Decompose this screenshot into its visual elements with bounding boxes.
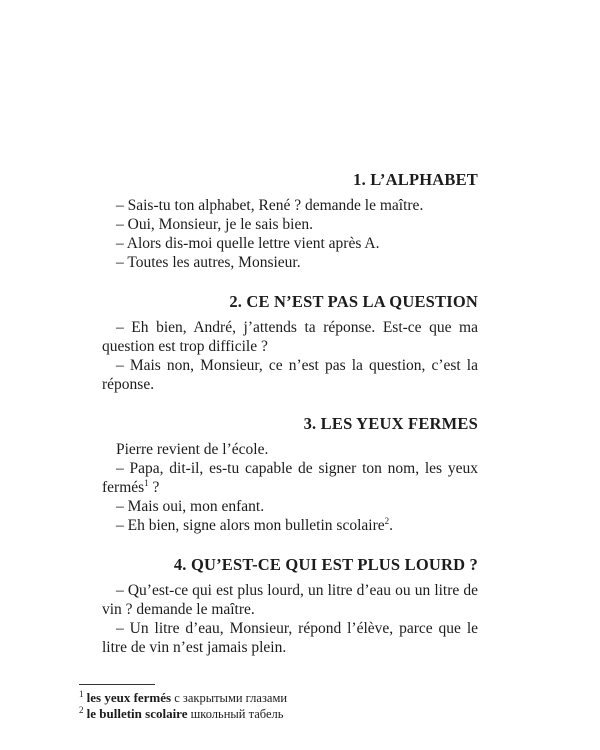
- dialogue-text: ?: [148, 479, 160, 496]
- section-title: 4. QU’EST-CE QUI EST PLUS LOURD ?: [173, 555, 478, 574]
- dialogue-text: – Eh bien, signe alors mon bulletin scolaire: [116, 517, 385, 534]
- footnote-translation: с закрытыми глазами: [171, 691, 288, 705]
- section-title: 2. CE N’EST PAS LA QUESTION: [229, 292, 478, 311]
- dialogue-text: – Papa, dit-il, es-tu capable de signer ton nom, les yeux fermés: [102, 460, 478, 496]
- dialogue-paragraph: [102, 459, 478, 497]
- footnotes: [79, 690, 479, 722]
- section-yeux-fermes: [102, 414, 478, 535]
- dialogue-line: – Alors dis-moi quelle lettre vient après A.: [116, 235, 380, 252]
- dialogue-text: .: [389, 517, 393, 534]
- footnote-divider: [79, 684, 155, 685]
- footnote-mark: 2: [384, 515, 390, 526]
- dialogue-line: [102, 516, 478, 535]
- dialogue-paragraph: – Eh bien, André, j’attends ta réponse. Est-ce que ma question est trop difficile ?: [102, 319, 478, 355]
- section-title: 3. LES YEUX FERMES: [303, 414, 478, 433]
- dialogue-line: – Mais oui, mon enfant.: [116, 498, 265, 515]
- section-title: 1. L’ALPHABET: [353, 170, 478, 189]
- document-body: [102, 170, 478, 677]
- footnote-number: 1: [79, 688, 84, 699]
- dialogue-line: – Sais-tu ton alphabet, René ? demande le maître.: [116, 197, 424, 214]
- dialogue-line: – Toutes les autres, Monsieur.: [116, 254, 301, 271]
- dialogue-line: – Oui, Monsieur, je le sais bien.: [116, 216, 313, 233]
- footnote-2: [79, 706, 479, 722]
- footnote-number: 2: [79, 704, 84, 715]
- narration-line: Pierre revient de l’école.: [116, 441, 269, 458]
- section-alphabet: [102, 170, 478, 272]
- footnote-term: les yeux fermés: [86, 690, 172, 705]
- dialogue-paragraph: – Mais non, Monsieur, ce n’est pas la question, c’est la réponse.: [102, 357, 478, 393]
- dialogue-paragraph: – Qu’est-ce qui est plus lourd, un litre d’eau ou un litre de vin ? demande le maître.: [102, 582, 478, 618]
- footnote-1: [79, 690, 479, 706]
- footnote-mark: 1: [144, 477, 149, 488]
- footnote-term: le bulletin scolaire: [86, 706, 188, 721]
- section-question: [102, 292, 478, 394]
- dialogue-paragraph: – Un litre d’eau, Monsieur, répond l’élève, parce que le litre de vin n’est jamais plein.: [102, 620, 478, 656]
- section-plus-lourd: [102, 555, 478, 657]
- footnote-translation: школьный табель: [187, 707, 284, 721]
